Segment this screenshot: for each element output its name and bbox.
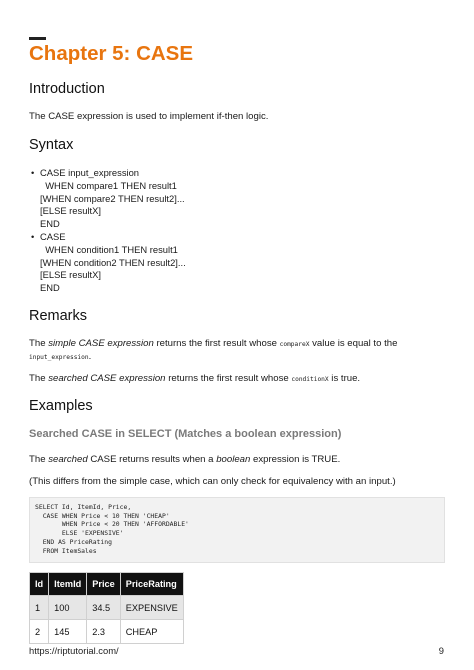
syntax-line: [ELSE resultX] — [40, 269, 101, 281]
footer-url-link[interactable]: https://riptutorial.com/ — [29, 645, 119, 656]
column-header: Id — [30, 573, 49, 596]
introduction-heading: Introduction — [29, 81, 105, 97]
bullet-icon: • — [31, 167, 35, 178]
page-number: 9 — [438, 645, 444, 656]
examples-heading: Examples — [29, 398, 93, 414]
introduction-text: The CASE expression is used to implement if-then logic. — [29, 111, 269, 122]
title-rule — [29, 37, 46, 40]
syntax-line: WHEN condition1 THEN result1 — [40, 243, 178, 255]
remarks-heading: Remarks — [29, 308, 88, 324]
syntax-line: END — [40, 282, 60, 294]
column-header: Price — [87, 573, 120, 596]
remarks-paragraph-1-cont: input_expression. — [29, 351, 92, 362]
code-line: END AS PriceRating — [35, 537, 112, 546]
result-table — [29, 572, 184, 644]
syntax-line: WHEN compare1 THEN result1 — [40, 179, 177, 191]
column-header: PriceRating — [120, 573, 183, 596]
syntax-line: • CASE — [31, 230, 66, 242]
code-line: SELECT Id, ItemId, Price, — [35, 503, 132, 511]
code-block — [29, 497, 445, 563]
code-line: CASE WHEN Price < 10 THEN 'CHEAP' — [35, 511, 170, 520]
syntax-list — [31, 167, 186, 295]
table-header-row — [30, 573, 184, 596]
syntax-line: [WHEN compare2 THEN result2]... — [40, 192, 185, 204]
examples-paragraph-2: (This differs from the simple case, which can only check for equivalency with an input.) — [29, 476, 396, 487]
examples-paragraph-1: The searched CASE returns results when a boolean expression is TRUE. — [29, 454, 341, 465]
remarks-paragraph-2: The searched CASE expression returns the first result whose conditionX is true. — [29, 373, 361, 384]
remarks-paragraph-1: The simple CASE expression returns the first result whose compareX value is equal to the — [29, 338, 398, 349]
column-header: ItemId — [49, 573, 87, 596]
syntax-heading: Syntax — [29, 137, 74, 153]
table-cell: 145 — [49, 620, 87, 644]
table-cell: 2.3 — [87, 620, 120, 644]
inline-code: conditionX — [291, 376, 329, 383]
syntax-line: • CASE input_expression — [31, 167, 140, 178]
code-line: WHEN Price < 20 THEN 'AFFORDABLE' — [35, 520, 189, 529]
table-cell: 2 — [30, 620, 49, 644]
inline-code: compareX — [279, 341, 310, 348]
inline-code: input_expression — [29, 354, 89, 361]
examples-subheading: Searched CASE in SELECT (Matches a boolean expression) — [29, 428, 342, 440]
syntax-line: [WHEN condition2 THEN result2]... — [40, 256, 186, 268]
syntax-line: END — [40, 218, 60, 230]
syntax-line: [ELSE resultX] — [40, 205, 101, 217]
code-line: ELSE 'EXPENSIVE' — [35, 529, 124, 538]
table-cell: 1 — [30, 596, 49, 620]
chapter-title: Chapter 5: CASE — [29, 42, 194, 65]
code-line: FROM ItemSales — [35, 546, 97, 555]
table-cell: 100 — [49, 596, 87, 620]
table-cell: EXPENSIVE — [120, 596, 183, 620]
table-row — [30, 596, 184, 620]
table-cell: 34.5 — [87, 596, 120, 620]
table-cell: CHEAP — [120, 620, 183, 644]
table-row — [30, 620, 184, 644]
bullet-icon: • — [31, 230, 35, 242]
